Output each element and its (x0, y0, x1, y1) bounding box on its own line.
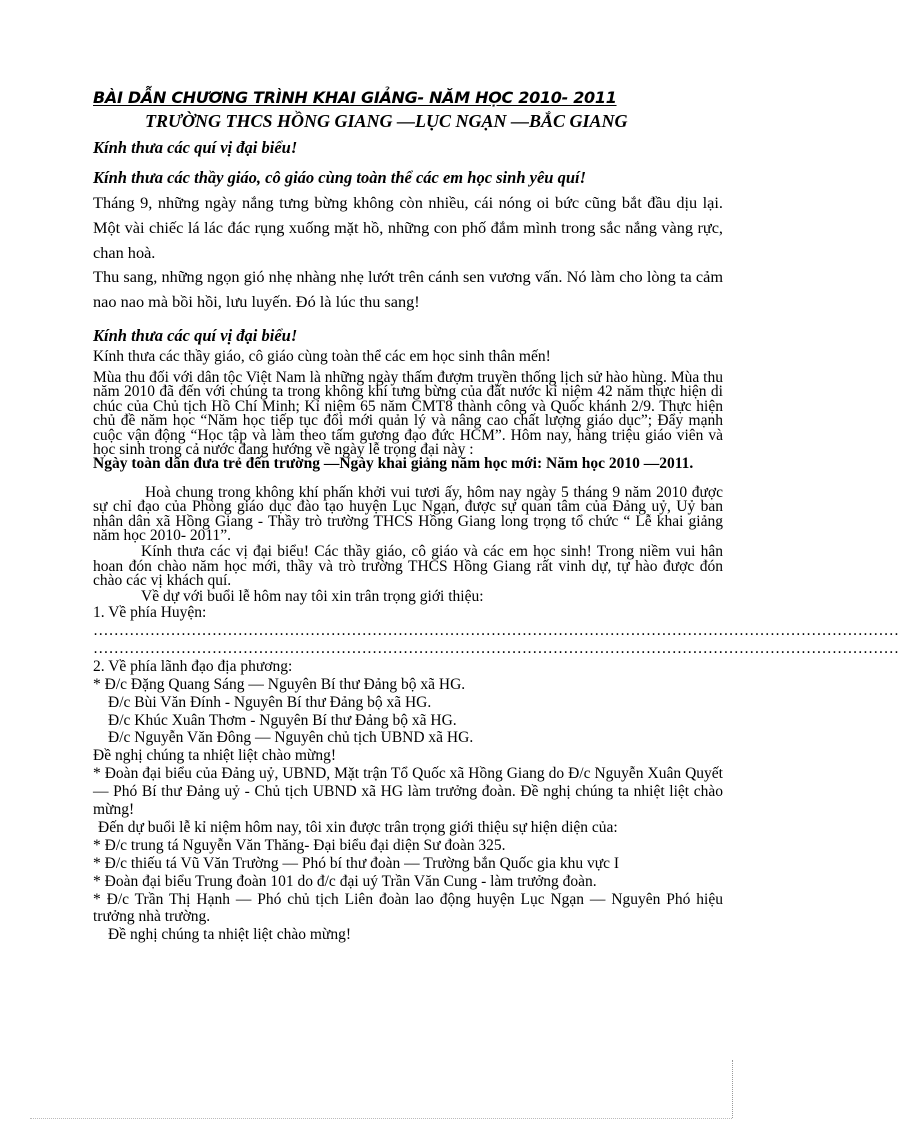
military-guest-list (93, 837, 723, 855)
district-heading: 1. Về phía Huyện: (93, 604, 207, 622)
paragraph-introduction: Về dự với buổi lễ hôm nay tôi xin trân trọng giới thiệu: (141, 587, 484, 605)
blank-line-1: ………………………………………………………………………………………………………………………………………… (93, 621, 899, 639)
page-corner-vertical-mark (732, 1060, 733, 1118)
local-guest-1: * Đ/c Đặng Quang Sáng — Nguyên Bí thư Đảng bộ xã HG. (93, 675, 466, 693)
paragraph-autumn: Thu sang, những ngọn gió nhẹ nhàng nhẹ lướt trên cánh sen vương vấn. Nó làm cho lòng ta cảm nao nao mà bồi hồi, lưu luyến. Đó là lúc thu sang! (93, 267, 723, 312)
paragraph-tradition: Mùa thu đối với dân tộc Việt Nam là những ngày thấm đượm truyền thống lịch sử hào hùng. Mùa thu năm 2010 đã đến với chúng ta trong không khí tưng bừng của đất nước kỉ niệm 42 năm thực hiện di chúc của Chủ tịch Hồ Chí Minh; Kỉ niệm 65 năm CMT8 thành công và Quốc khánh 2/9. Thực hiện chủ đề năm học “Năm học tiếp tục đổi mới quản lý và nâng cao chất lượng giáo dục”; Đẩy mạnh cuộc vận động “Học tập và làm theo tấm gương đạo đức HCM”. Hôm nay, hàng triệu giáo viên và học sinh trong cả nước đang hướng về ngày lễ trọng đại này : (93, 368, 723, 459)
document-title: BÀI DẪN CHƯƠNG TRÌNH KHAI GIẢNG- NĂM HỌC 2010- 2011 (93, 88, 617, 107)
military-guest-1: * Đ/c trung tá Nguyễn Văn Thăng- Đại biểu đại diện Sư đoàn 325. (93, 836, 506, 854)
military-guest-4: * Đ/c Trần Thị Hạnh — Phó chủ tịch Liên đoàn lao động huyện Lục Ngạn — Nguyên Phó hiệu trưởng nhà trường. (93, 890, 723, 926)
blank-line-2: ………………………………………………………………………………………………………………………………………… (93, 639, 899, 657)
military-intro: Đến dự buổi lễ kỉ niệm hôm nay, tôi xin được trân trọng giới thiệu sự hiện diện của: (98, 818, 618, 836)
opening-day-headline: Ngày toàn dân đưa trẻ đến trường —Ngày khai giảng năm học mới: Năm học 2010 —2011. (93, 455, 694, 473)
guest-list (93, 604, 899, 765)
paragraph-september: Tháng 9, những ngày nắng tưng bừng không còn nhiều, cái nóng oi bức cũng bắt đầu dịu lại. Một vài chiếc lá lác đác rụng xuống mặt hồ, những con phố đắm mình trong sắc nắng vàng rực, chan hoà. (93, 193, 723, 262)
greeting-guests-2: Kính thưa các quí vị đại biểu! (93, 325, 298, 345)
applause-line-1: Đề nghị chúng ta nhiệt liệt chào mừng! (93, 747, 336, 765)
closing-list (93, 926, 723, 944)
document-page (93, 88, 899, 944)
page-corner-horizontal-mark (30, 1118, 732, 1119)
delegation-paragraph: * Đoàn đại biểu của Đảng uỷ, UBND, Mặt trận Tổ Quốc xã Hồng Giang do Đ/c Nguyễn Xuân Quyết — Phó Bí thư Đảng uỷ - Chủ tịch UBND xã HG làm trưởng đoàn. Đề nghị chúng ta nhiệt liệt chào mừng! (93, 765, 723, 819)
military-guest-2: * Đ/c thiếu tá Vũ Văn Trường — Phó bí thư đoàn — Trường bắn Quốc gia khu vực I (93, 854, 620, 872)
local-heading: 2. Về phía lãnh đạo địa phương: (93, 657, 293, 675)
applause-line-2: Đề nghị chúng ta nhiệt liệt chào mừng! (108, 926, 351, 944)
military-guest-list-2 (93, 873, 723, 891)
local-guest-3: Đ/c Khúc Xuân Thơm - Nguyên Bí thư Đảng bộ xã HG. (108, 711, 457, 729)
school-subtitle: TRƯỜNG THCS HỒNG GIANG —LỤC NGẠN —BẮC GIANG (145, 111, 628, 131)
paragraph-welcome: Kính thưa các vị đại biểu! Các thầy giáo, cô giáo và các em học sinh! Trong niềm vui hân hoan đón chào năm học mới, thầy và trò trường THCS Hồng Giang rất vinh dự, tự hào được đón chào các vị khách quí. (93, 543, 723, 590)
greeting-teachers-2: Kính thưa các thầy giáo, cô giáo cùng toàn thể các em học sinh thân mến! (93, 347, 551, 365)
paragraph-ceremony: Hoà chung trong không khí phấn khởi vui tươi ấy, hôm nay ngày 5 tháng 9 năm 2010 được sự chỉ đạo của Phòng giáo dục đào tạo huyện Lục Ngạn, được sự quan tâm của Đảng uỷ, Uỷ ban nhân dân xã Hồng Giang - Thầy trò trường THCS Hồng Giang long trọng tổ chức “ Lễ khai giảng năm học 2010- 2011”. (93, 483, 723, 545)
local-guest-4: Đ/c Nguyễn Văn Đông — Nguyên chủ tịch UBND xã HG. (108, 729, 474, 747)
local-guest-2: Đ/c Bùi Văn Đính - Nguyên Bí thư Đảng bộ xã HG. (108, 693, 432, 711)
greeting-teachers: Kính thưa các thầy giáo, cô giáo cùng toàn thể các em học sinh yêu quí! (93, 168, 587, 187)
greeting-guests: Kính thưa các quí vị đại biểu! (93, 138, 298, 157)
military-guest-3: * Đoàn đại biểu Trung đoàn 101 do đ/c đại uý Trần Văn Cung - làm trưởng đoàn. (93, 872, 597, 890)
